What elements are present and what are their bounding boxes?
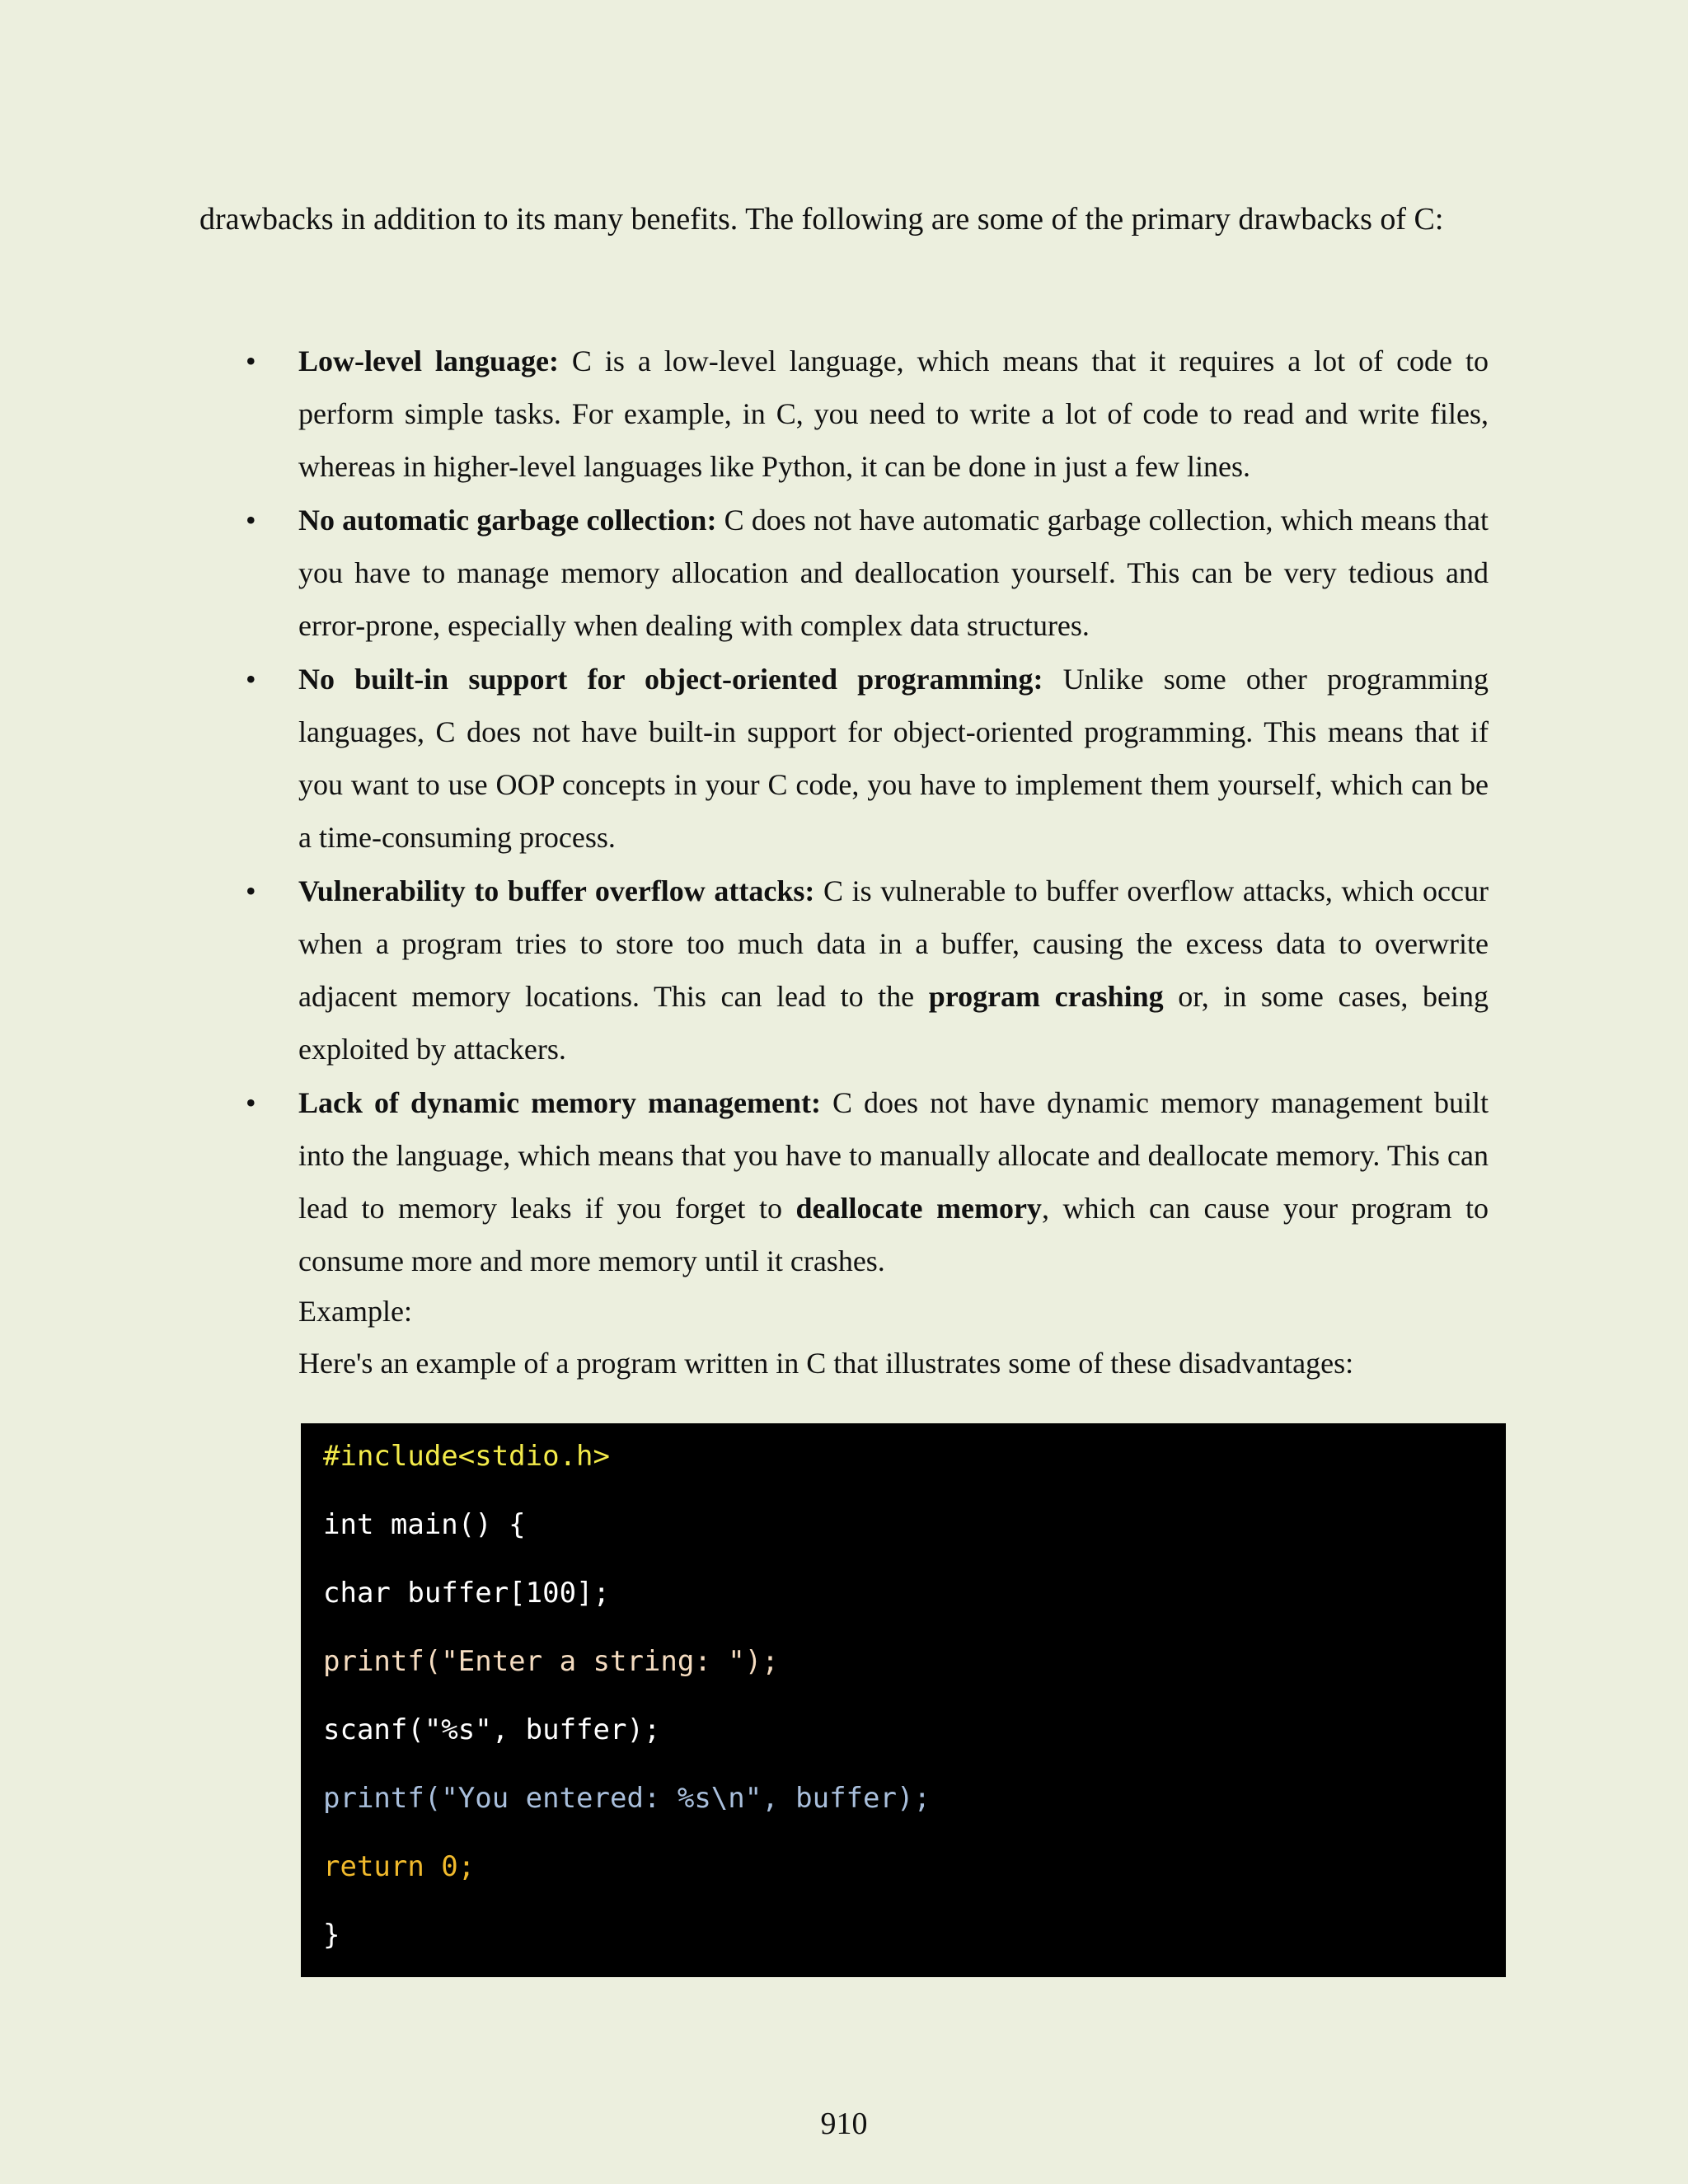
example-label: Example: bbox=[298, 1295, 412, 1328]
bullet-icon bbox=[246, 653, 265, 705]
bullet-text: C is a low-level language, which means that it requires a lot of code to perform simple tasks. For example, in C, you need to write a lot of code to read and write files, whereas in higher-level languages like Python, it can be done in just a few lines. bbox=[298, 344, 1489, 483]
bullet-emphasis: deallocate memory bbox=[795, 1192, 1042, 1225]
bullet-text: C does not have automatic garbage collection, which means that you have to manage memory allocation and deallocation yourself. This can be very tedious and error-prone, especially when dealing with complex data structures. bbox=[298, 504, 1489, 642]
drawbacks-list bbox=[0, 335, 1688, 1288]
page-number: 910 bbox=[820, 2107, 868, 2141]
code-line: char buffer[100]; bbox=[323, 1577, 610, 1610]
list-item bbox=[0, 494, 1489, 652]
code-line: scanf("%s", buffer); bbox=[323, 1713, 661, 1746]
code-line: } bbox=[323, 1919, 340, 1952]
bullet-term: No automatic garbage collection: bbox=[298, 504, 717, 537]
bullet-icon bbox=[246, 335, 265, 387]
bullet-text: C does not have dynamic memory management built into the language, which means that you have to manually allocate and deallocate memory. This can lead to memory leaks if you forget to bbox=[298, 1086, 1489, 1225]
list-item bbox=[0, 1076, 1489, 1287]
bullet-term: Low-level language: bbox=[298, 344, 559, 377]
bullet-text-end: , which can cause your program to consume more and more memory until it crashes. bbox=[298, 1192, 1489, 1277]
list-item bbox=[0, 865, 1489, 1076]
example-section bbox=[298, 1286, 1489, 1390]
bullet-icon bbox=[246, 1076, 265, 1129]
code-line: printf("Enter a string: "); bbox=[323, 1645, 779, 1678]
code-line: int main() { bbox=[323, 1508, 526, 1541]
example-intro: Here's an example of a program written in C that illustrates some of these disadvantages: bbox=[298, 1347, 1354, 1380]
intro-paragraph: drawbacks in addition to its many benefits. The following are some of the primary drawbacks of C: bbox=[199, 202, 1444, 237]
bullet-term: Vulnerability to buffer overflow attacks: bbox=[298, 874, 815, 907]
code-line: printf("You entered: %s\n", buffer); bbox=[323, 1782, 931, 1815]
list-item bbox=[0, 335, 1489, 493]
bullet-text-end: or, in some cases, being exploited by attackers. bbox=[298, 980, 1489, 1066]
code-line: return 0; bbox=[323, 1850, 476, 1883]
list-item bbox=[0, 653, 1489, 864]
bullet-text: C is vulnerable to buffer overflow attacks, which occur when a program tries to store too much data in a buffer, causing the excess data to overwrite adjacent memory locations. This can lead to the bbox=[298, 874, 1489, 1013]
bullet-emphasis: program crashing bbox=[928, 980, 1164, 1013]
bullet-icon bbox=[246, 865, 265, 917]
code-block bbox=[301, 1423, 1506, 1977]
code-line: #include<stdio.h> bbox=[323, 1440, 610, 1473]
bullet-icon bbox=[246, 494, 265, 546]
bullet-text: Unlike some other programming languages, C does not have built-in support for object-oriented programming. This means that if you want to use OOP concepts in your C code, you have to implement them yourself, which can be a time-consuming process. bbox=[298, 663, 1489, 854]
bullet-term: Lack of dynamic memory management: bbox=[298, 1086, 821, 1119]
bullet-term: No built-in support for object-oriented programming: bbox=[298, 663, 1043, 696]
